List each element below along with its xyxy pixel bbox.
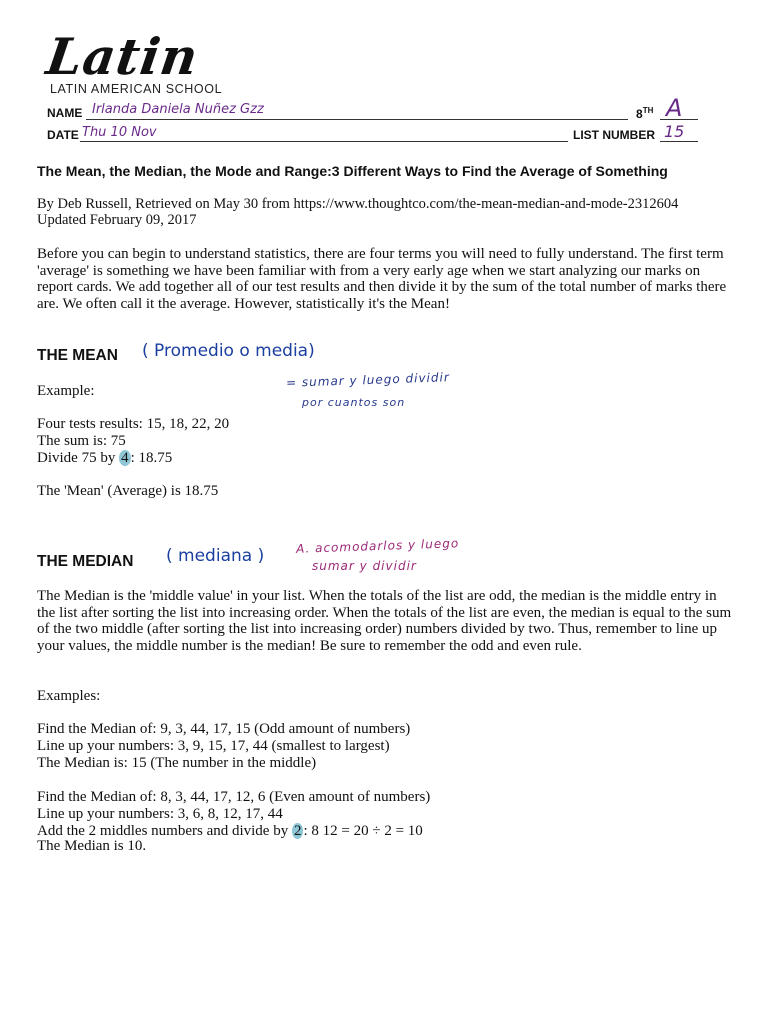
median-examples-label: Examples: <box>37 688 101 704</box>
highlight-mark: 4 <box>121 450 129 466</box>
median-even-line-1: Find the Median of: 8, 3, 44, 17, 12, 6 (Even amount of numbers) <box>37 789 431 805</box>
median-odd-line-3: The Median is: 15 (The number in the middle) <box>37 755 317 771</box>
mean-result: The 'Mean' (Average) is 18.75 <box>37 483 219 499</box>
list-number-underline <box>660 141 698 142</box>
mean-line-2: The sum is: 75 <box>37 433 126 449</box>
mean-handwritten-note-2: por cuantos son <box>302 396 406 409</box>
median-handwritten-translation: ( mediana ) <box>166 546 265 566</box>
median-odd-line-1: Find the Median of: 9, 3, 44, 17, 15 (Odd amount of numbers) <box>37 721 411 737</box>
name-label: NAME <box>47 106 83 120</box>
mean-heading: THE MEAN <box>37 347 118 364</box>
mean-line-3: Divide 75 by 4 : 18.75 <box>37 450 173 466</box>
date-underline <box>80 141 568 142</box>
median-handwritten-note-1: A. acomodarlos y luego <box>295 536 460 556</box>
article-updated: Updated February 09, 2017 <box>37 212 197 228</box>
median-description: The Median is the 'middle value' in your list. When the totals of the list are odd, the median is the middle entry in the list after sorting the list into increasing order. When the totals of the list are even, the median is equal to the sum of the two middle (after sorting the list into increasing order) numbers divided by two. Thus, remember to line up your values, the middle number is the median! Be sure to remember the odd and even rule. <box>37 588 732 654</box>
mean-example-label: Example: <box>37 383 95 399</box>
mean-handwritten-note-1: = sumar y luego dividir <box>285 370 451 390</box>
name-value[interactable]: Irlanda Daniela Nuñez Gzz <box>92 102 264 117</box>
grade-label: 8TH <box>636 106 654 121</box>
median-even-line-4: The Median is 10. <box>37 838 147 854</box>
article-byline: By Deb Russell, Retrieved on May 30 from https://www.thoughtco.com/the-mean-median-and-mode-2312604 <box>37 196 679 212</box>
median-even-line-3: Add the 2 middles numbers and divide by 2 : 8 12 = 20 ÷ 2 = 10 <box>37 823 423 839</box>
school-logo: Latin <box>42 27 203 86</box>
median-even-line-2: Line up your numbers: 3, 6, 8, 12, 17, 44 <box>37 806 283 822</box>
school-name: LATIN AMERICAN SCHOOL <box>50 82 223 96</box>
list-number-label: LIST NUMBER <box>573 128 655 142</box>
list-number-value[interactable]: 15 <box>664 122 685 141</box>
date-label: DATE <box>47 128 79 142</box>
grade-value[interactable]: A <box>666 94 683 122</box>
median-heading: THE MEDIAN <box>37 553 134 570</box>
mean-handwritten-translation: ( Promedio o media) <box>142 341 315 361</box>
median-handwritten-note-2: sumar y dividir <box>312 559 417 573</box>
intro-paragraph: Before you can begin to understand statistics, there are four terms you will need to fully understand. The first term 'average' is something we have been familiar with from a very early age when we start analyzing our marks on report cards. We add together all of our test results and then divide it by the sum of the total number of marks there are. We often call it the average. However, statistically it's the Mean! <box>37 246 727 312</box>
mean-line-1: Four tests results: 15, 18, 22, 20 <box>37 416 230 432</box>
name-underline <box>86 119 628 120</box>
date-value[interactable]: Thu 10 Nov <box>82 125 157 140</box>
article-title: The Mean, the Median, the Mode and Range:3 Different Ways to Find the Average of Something <box>37 163 668 179</box>
median-odd-line-2: Line up your numbers: 3, 9, 15, 17, 44 (smallest to largest) <box>37 738 390 754</box>
highlight-mark: 2 <box>293 823 302 839</box>
